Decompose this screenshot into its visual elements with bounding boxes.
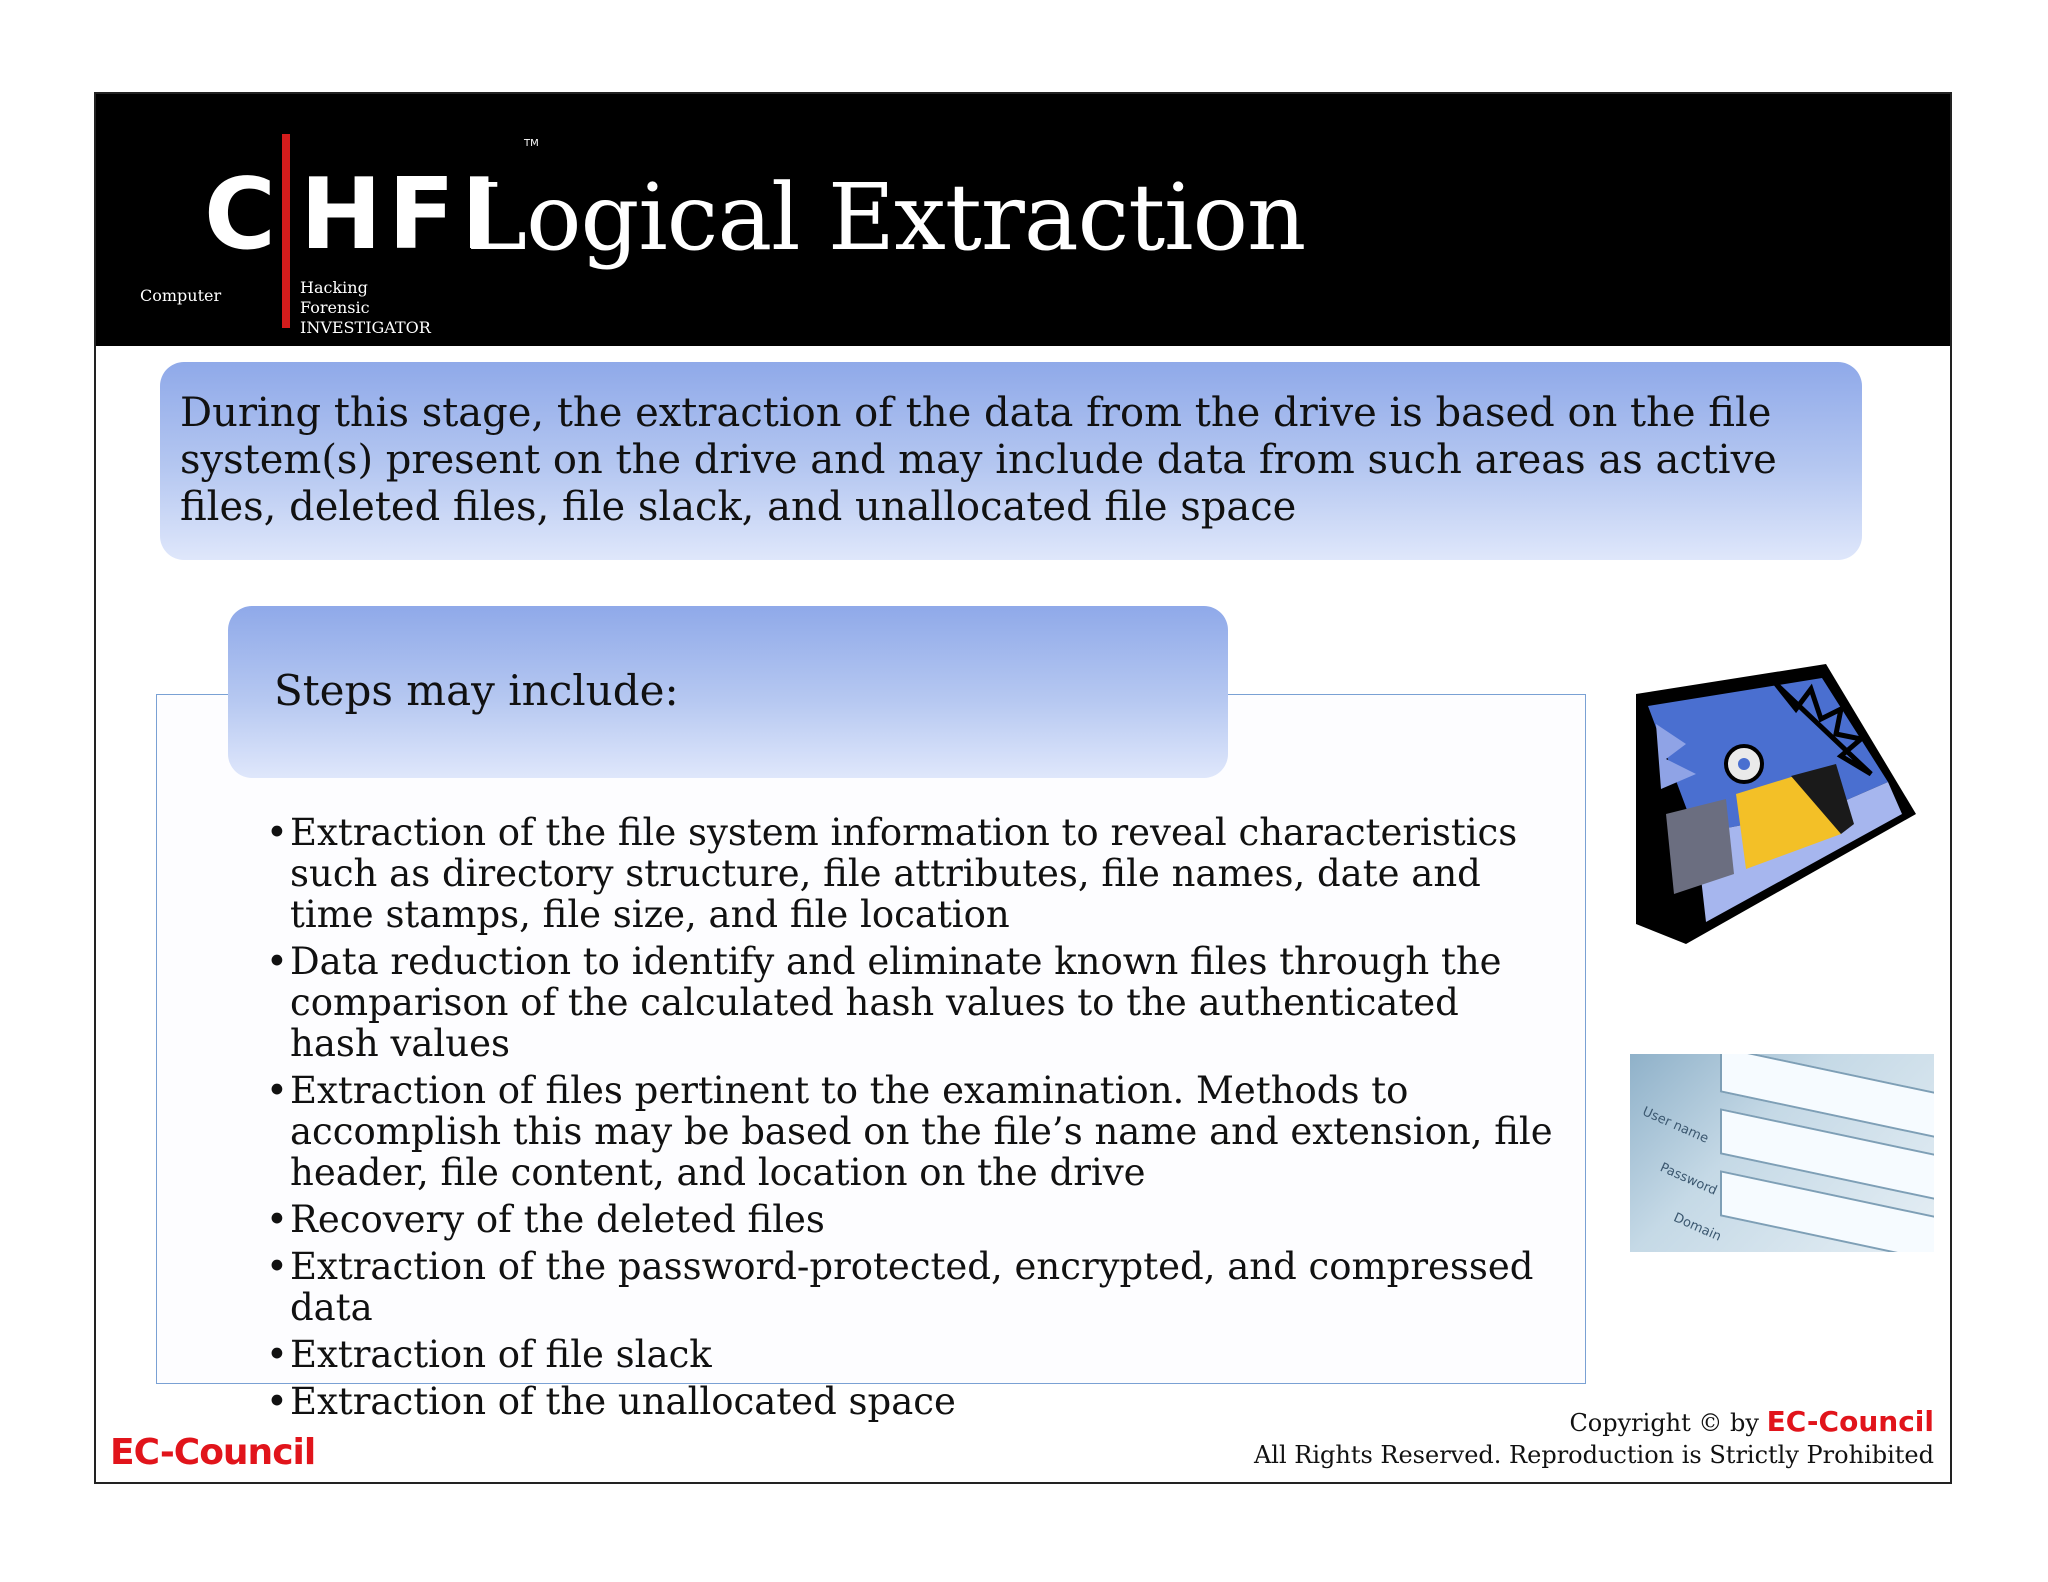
list-item: • Extraction of the file system information to reveal characteristics such as directory structure, file attributes, file names, date and time stamps, file size, and file location [266,812,1556,935]
list-item: • Extraction of files pertinent to the examination. Methods to accomplish this may be based on the file’s name and extension, file header, file content, and location on the drive [266,1070,1556,1193]
intro-text: During this stage, the extraction of the data from the drive is based on the file system(s) present on the drive and may include data from such areas as active files, deleted files, file slack, and unallocated file space [180,390,1777,530]
logo-computer-text: Computer [140,286,222,305]
page-title: Logical Extraction [466,164,1306,271]
logo-trademark: TM [524,138,539,149]
chfi-logo [140,114,539,337]
logo-red-bar [282,134,290,328]
footer-brand-logo: EC-Council [110,1432,316,1473]
list-item: • Extraction of file slack [266,1334,1556,1375]
copyright-line [1254,1406,1934,1439]
copyright-prefix: Copyright © by [1569,1409,1759,1437]
logo-letter-c: C [204,158,274,272]
logo-subtitle [300,278,440,338]
list-item: • Extraction of the password-protected, encrypted, and compressed data [266,1246,1556,1328]
logo-letters-hfi: HFI [300,158,504,272]
header-banner [96,94,1950,346]
copyright-brand: EC-Council [1766,1405,1934,1438]
steps-heading: Steps may include: [274,666,679,715]
list-item: • Extraction of the unallocated space [266,1381,1556,1422]
login-label-username: User name [1640,1104,1711,1147]
login-label-password: Password [1657,1160,1720,1199]
rights-line: All Rights Reserved. Reproduction is Strictly Prohibited [1253,1441,1934,1469]
logo-investigator-text: INVESTIGATOR [300,318,431,337]
list-item: • Data reduction to identify and eliminate known files through the comparison of the calculated hash values to the authenticated hash values [266,941,1556,1064]
login-label-domain: Domain [1671,1210,1724,1245]
list-item: • Recovery of the deleted files [266,1199,1556,1240]
floppy-disk-icon [1626,664,1936,954]
slide [94,92,1952,1484]
login-form-image [1630,1054,1934,1252]
steps-heading-box [228,606,1228,778]
logo-hacking-forensic-text: Hacking Forensic [300,278,370,317]
steps-list [266,812,1556,1428]
intro-box [160,362,1862,560]
copyright-notice [1254,1406,1934,1471]
